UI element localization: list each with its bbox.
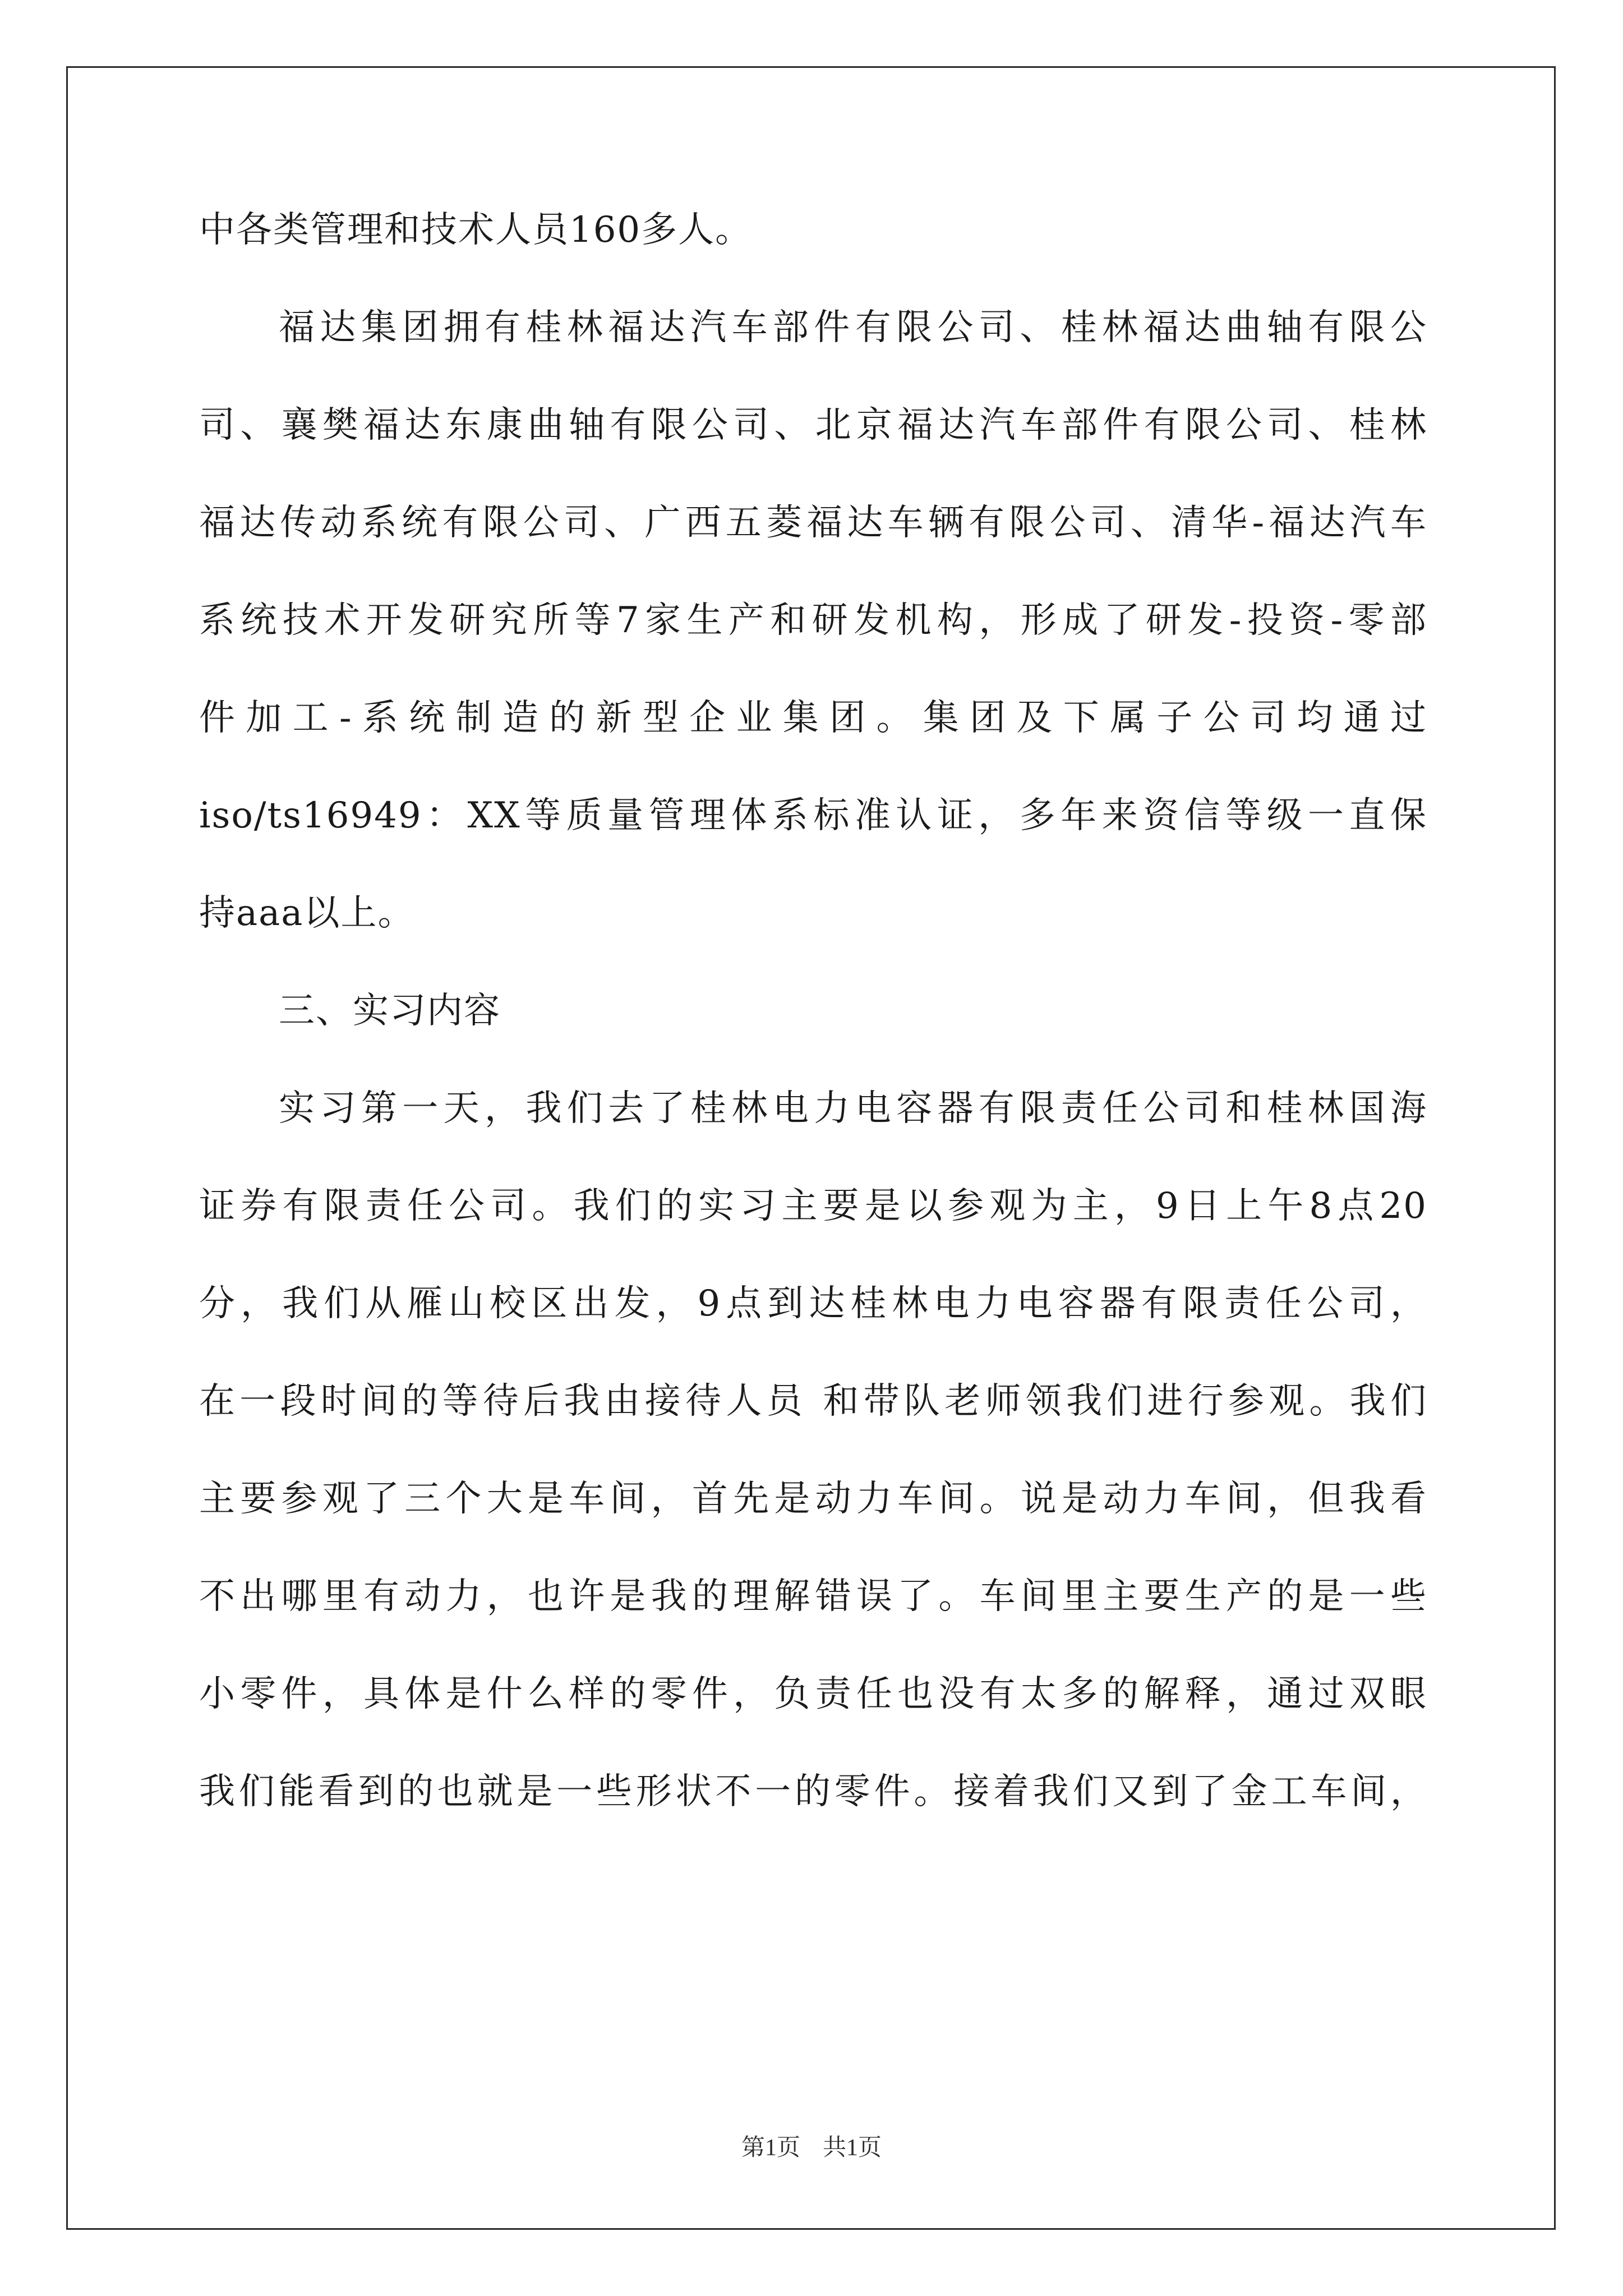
document-body	[199, 208, 1427, 1867]
page-total: 共1页	[823, 2135, 882, 2161]
text-line: 中各类管理和技术人员160多人。	[199, 209, 753, 251]
text-line: 系统技术开发研究所等7家生产和研发机构，形成了研发-投资-零部	[199, 600, 1427, 641]
text-line: 件加工-系统制造的新型企业集团。集团及下属子公司均通过	[199, 697, 1427, 739]
text-line: 福达集团拥有桂林福达汽车部件有限公司、桂林福达曲轴有限公	[279, 307, 1427, 348]
page-footer	[0, 2129, 1623, 2162]
text-line: 我们能看到的也就是一些形状不一的零件。接着我们又到了金工车间，	[199, 1771, 1427, 1812]
page-number: 第1页	[741, 2135, 800, 2161]
text-line: 不出哪里有动力，也许是我的理解错误了。车间里主要生产的是一些	[199, 1576, 1427, 1617]
text-line: 司、襄樊福达东康曲轴有限公司、北京福达汽车部件有限公司、桂林	[199, 404, 1427, 446]
section-heading: 三、实习内容	[279, 990, 501, 1032]
text-line: 证券有限责任公司。我们的实习主要是以参观为主，9日上午8点20	[199, 1185, 1427, 1227]
text-line: 小零件，具体是什么样的零件，负责任也没有太多的解释，通过双眼	[199, 1673, 1427, 1715]
text-line: 福达传动系统有限公司、广西五菱福达车辆有限公司、清华-福达汽车	[199, 502, 1427, 544]
text-line: iso/ts16949：XX等质量管理体系标准认证，多年来资信等级一直保	[199, 795, 1427, 836]
text-line: 实习第一天，我们去了桂林电力电容器有限责任公司和桂林国海	[279, 1088, 1427, 1129]
text-line: 分，我们从雁山校区出发，9点到达桂林电力电容器有限责任公司，	[199, 1283, 1427, 1324]
text-line: 在一段时间的等待后我由接待人员 和带队老师领我们进行参观。我们	[199, 1381, 1427, 1422]
text-line: 持aaa以上。	[199, 892, 415, 934]
text-line: 主要参观了三个大是车间，首先是动力车间。说是动力车间，但我看	[199, 1478, 1427, 1520]
